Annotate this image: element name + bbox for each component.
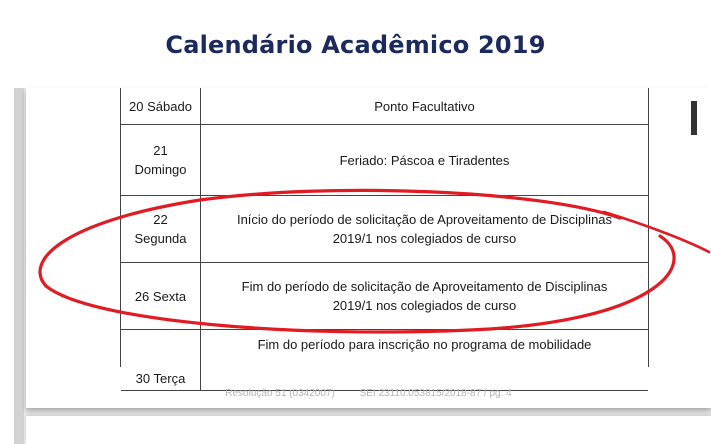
day-cell: 30 Terça: [121, 330, 201, 390]
page-title: Calendário Acadêmico 2019: [165, 31, 546, 59]
day-cell: 26 Sexta: [121, 263, 201, 329]
event-cell: Início do período de solicitação de Aproveitamento de Disciplinas 2019/1 nos colegiados de curso: [236, 212, 613, 246]
footer-sei: SEI 23110.053815/2018-87 / pg. 4: [359, 388, 512, 399]
day-cell: 20 Sábado: [121, 88, 201, 124]
event-cell: Ponto Facultativo: [374, 98, 475, 114]
highlight-ellipse-tail: [604, 212, 709, 252]
day-cell: 22 Segunda: [121, 196, 201, 262]
event-cell: Fim do período de solicitação de Aproveitamento de Disciplinas 2019/1 nos colegiados de curso: [241, 279, 608, 313]
footer-resolution: Resolução 51 (0342007): [225, 388, 335, 399]
day-cell: 21 Domingo: [121, 125, 201, 195]
highlight-ellipse: [40, 190, 674, 332]
event-cell: Feriado: Páscoa e Tiradentes: [339, 152, 510, 168]
event-cell: Fim do período para inscrição no programa de mobilidade: [257, 337, 592, 352]
